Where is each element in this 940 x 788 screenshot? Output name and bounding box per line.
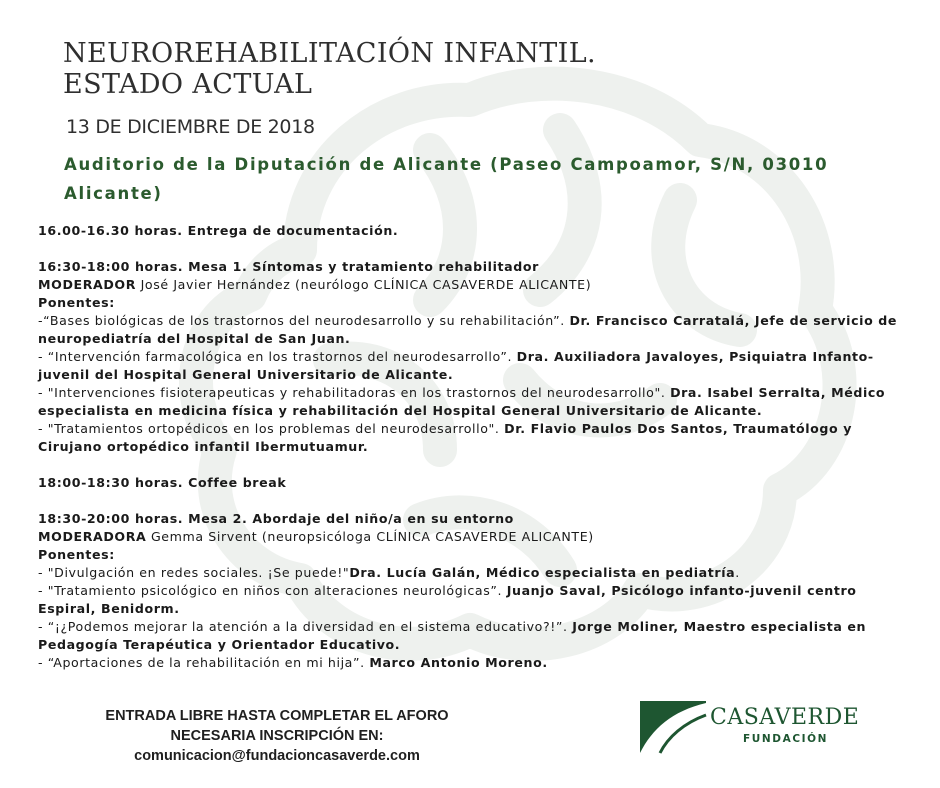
talk-speaker: Jorge Moliner, Maestro especialista en Pedagogía Terapéutica y Orientador Educativo. (38, 619, 867, 652)
registration-info (60, 706, 494, 766)
mesa1-speakers-label: Ponentes: (38, 295, 115, 310)
mesa1-moderator (38, 276, 918, 294)
mesa2-moderator-text: Gemma Sirvent (neuropsicóloga CLÍNICA CASAVERDE ALICANTE) (146, 529, 594, 544)
program (38, 222, 918, 672)
talk-speaker: Dra. Auxiliadora Javaloyes, Psiquiatra Infanto-juvenil del Hospital General Universitario de Alicante. (38, 349, 874, 382)
talk-title: - "Intervenciones fisioterapeuticas y rehabilitadoras en los trastornos del neurodesarrollo". (38, 385, 671, 400)
slot-coffee-break: 18:00-18:30 horas. Coffee break (38, 475, 287, 490)
mesa2-moderator (38, 528, 918, 546)
logo-subtitle: FUNDACIÓN (743, 733, 829, 745)
talk-speaker: Juanjo Saval, Psicólogo infanto-juvenil centro Espiral, Benidorm. (38, 583, 857, 616)
registration-required: NECESARIA INSCRIPCIÓN EN: (170, 728, 384, 744)
talk-title: - “¡¿Podemos mejorar la atención a la diversidad en el sistema educativo?!”. (38, 619, 573, 634)
page-title (63, 38, 596, 100)
talk-title: -“Bases biológicas de los trastornos del neurodesarrollo y su rehabilitación”. (38, 313, 570, 328)
mesa2-moderator-label: MODERADORA (38, 529, 147, 544)
title-line-1: NEUROREHABILITACIÓN INFANTIL. (63, 38, 597, 69)
talk-speaker: Dr. Francisco Carratalá, Jefe de servicio de neuropediatría del Hospital de San Juan. (38, 313, 898, 346)
talk-speaker: Dr. Flavio Paulos Dos Santos, Traumatólogo y Cirujano ortopédico infantil Ibermutuamur. (38, 421, 853, 454)
slot-registration: 16.00-16.30 horas. Entrega de documentación. (38, 223, 399, 238)
mesa2-talk-3 (38, 618, 918, 654)
talk-title: - "Tratamientos ortopédicos en los problemas del neurodesarrollo". (38, 421, 505, 436)
free-entry-notice: ENTRADA LIBRE HASTA COMPLETAR EL AFORO (105, 708, 449, 724)
logo-name: CASAVERDE (710, 705, 860, 730)
mesa1-talk-1 (38, 312, 918, 348)
talk-speaker: Marco Antonio Moreno. (369, 655, 548, 670)
talk-title: - "Tratamiento psicológico en niños con alteraciones neurológicas”. (38, 583, 507, 598)
talk-speaker: Dra. Lucía Galán, Médico especialista en pediatría (349, 565, 736, 580)
mesa1-moderator-text: José Javier Hernández (neurólogo CLÍNICA CASAVERDE ALICANTE) (136, 277, 592, 292)
talk-title: - "Divulgación en redes sociales. ¡Se puede!" (38, 565, 350, 580)
talk-title: - “Aportaciones de la rehabilitación en mi hija”. (38, 655, 370, 670)
house-leaf-icon (638, 699, 708, 755)
talk-suffix: . (735, 565, 740, 580)
mesa1-talk-4 (38, 420, 918, 456)
talk-speaker: Dra. Isabel Serralta, Médico especialista en medicina física y rehabilitación del Hospital General Universitario de Alicante. (38, 385, 886, 418)
contact-email[interactable]: comunicacion@fundacioncasaverde.com (134, 748, 420, 764)
mesa2-talk-4 (38, 654, 918, 672)
mesa2-speakers-label: Ponentes: (38, 547, 115, 562)
mesa1-moderator-label: MODERADOR (38, 277, 136, 292)
mesa1-talk-3 (38, 384, 918, 420)
mesa1-talk-2 (38, 348, 918, 384)
title-line-2: ESTADO ACTUAL (63, 69, 313, 100)
mesa1-heading: 16:30-18:00 horas. Mesa 1. Síntomas y tratamiento rehabilitador (38, 259, 539, 274)
event-date: 13 DE DICIEMBRE DE 2018 (66, 116, 315, 138)
talk-title: - “Intervención farmacológica en los trastornos del neurodesarrollo”. (38, 349, 517, 364)
mesa2-talk-2 (38, 582, 918, 618)
casaverde-logo (638, 699, 868, 755)
mesa2-heading: 18:30-20:00 horas. Mesa 2. Abordaje del niño/a en su entorno (38, 511, 514, 526)
mesa2-talk-1 (38, 564, 918, 582)
event-venue: Auditorio de la Diputación de Alicante (Paseo Campoamor, S/N, 03010 Alicante) (64, 155, 829, 203)
